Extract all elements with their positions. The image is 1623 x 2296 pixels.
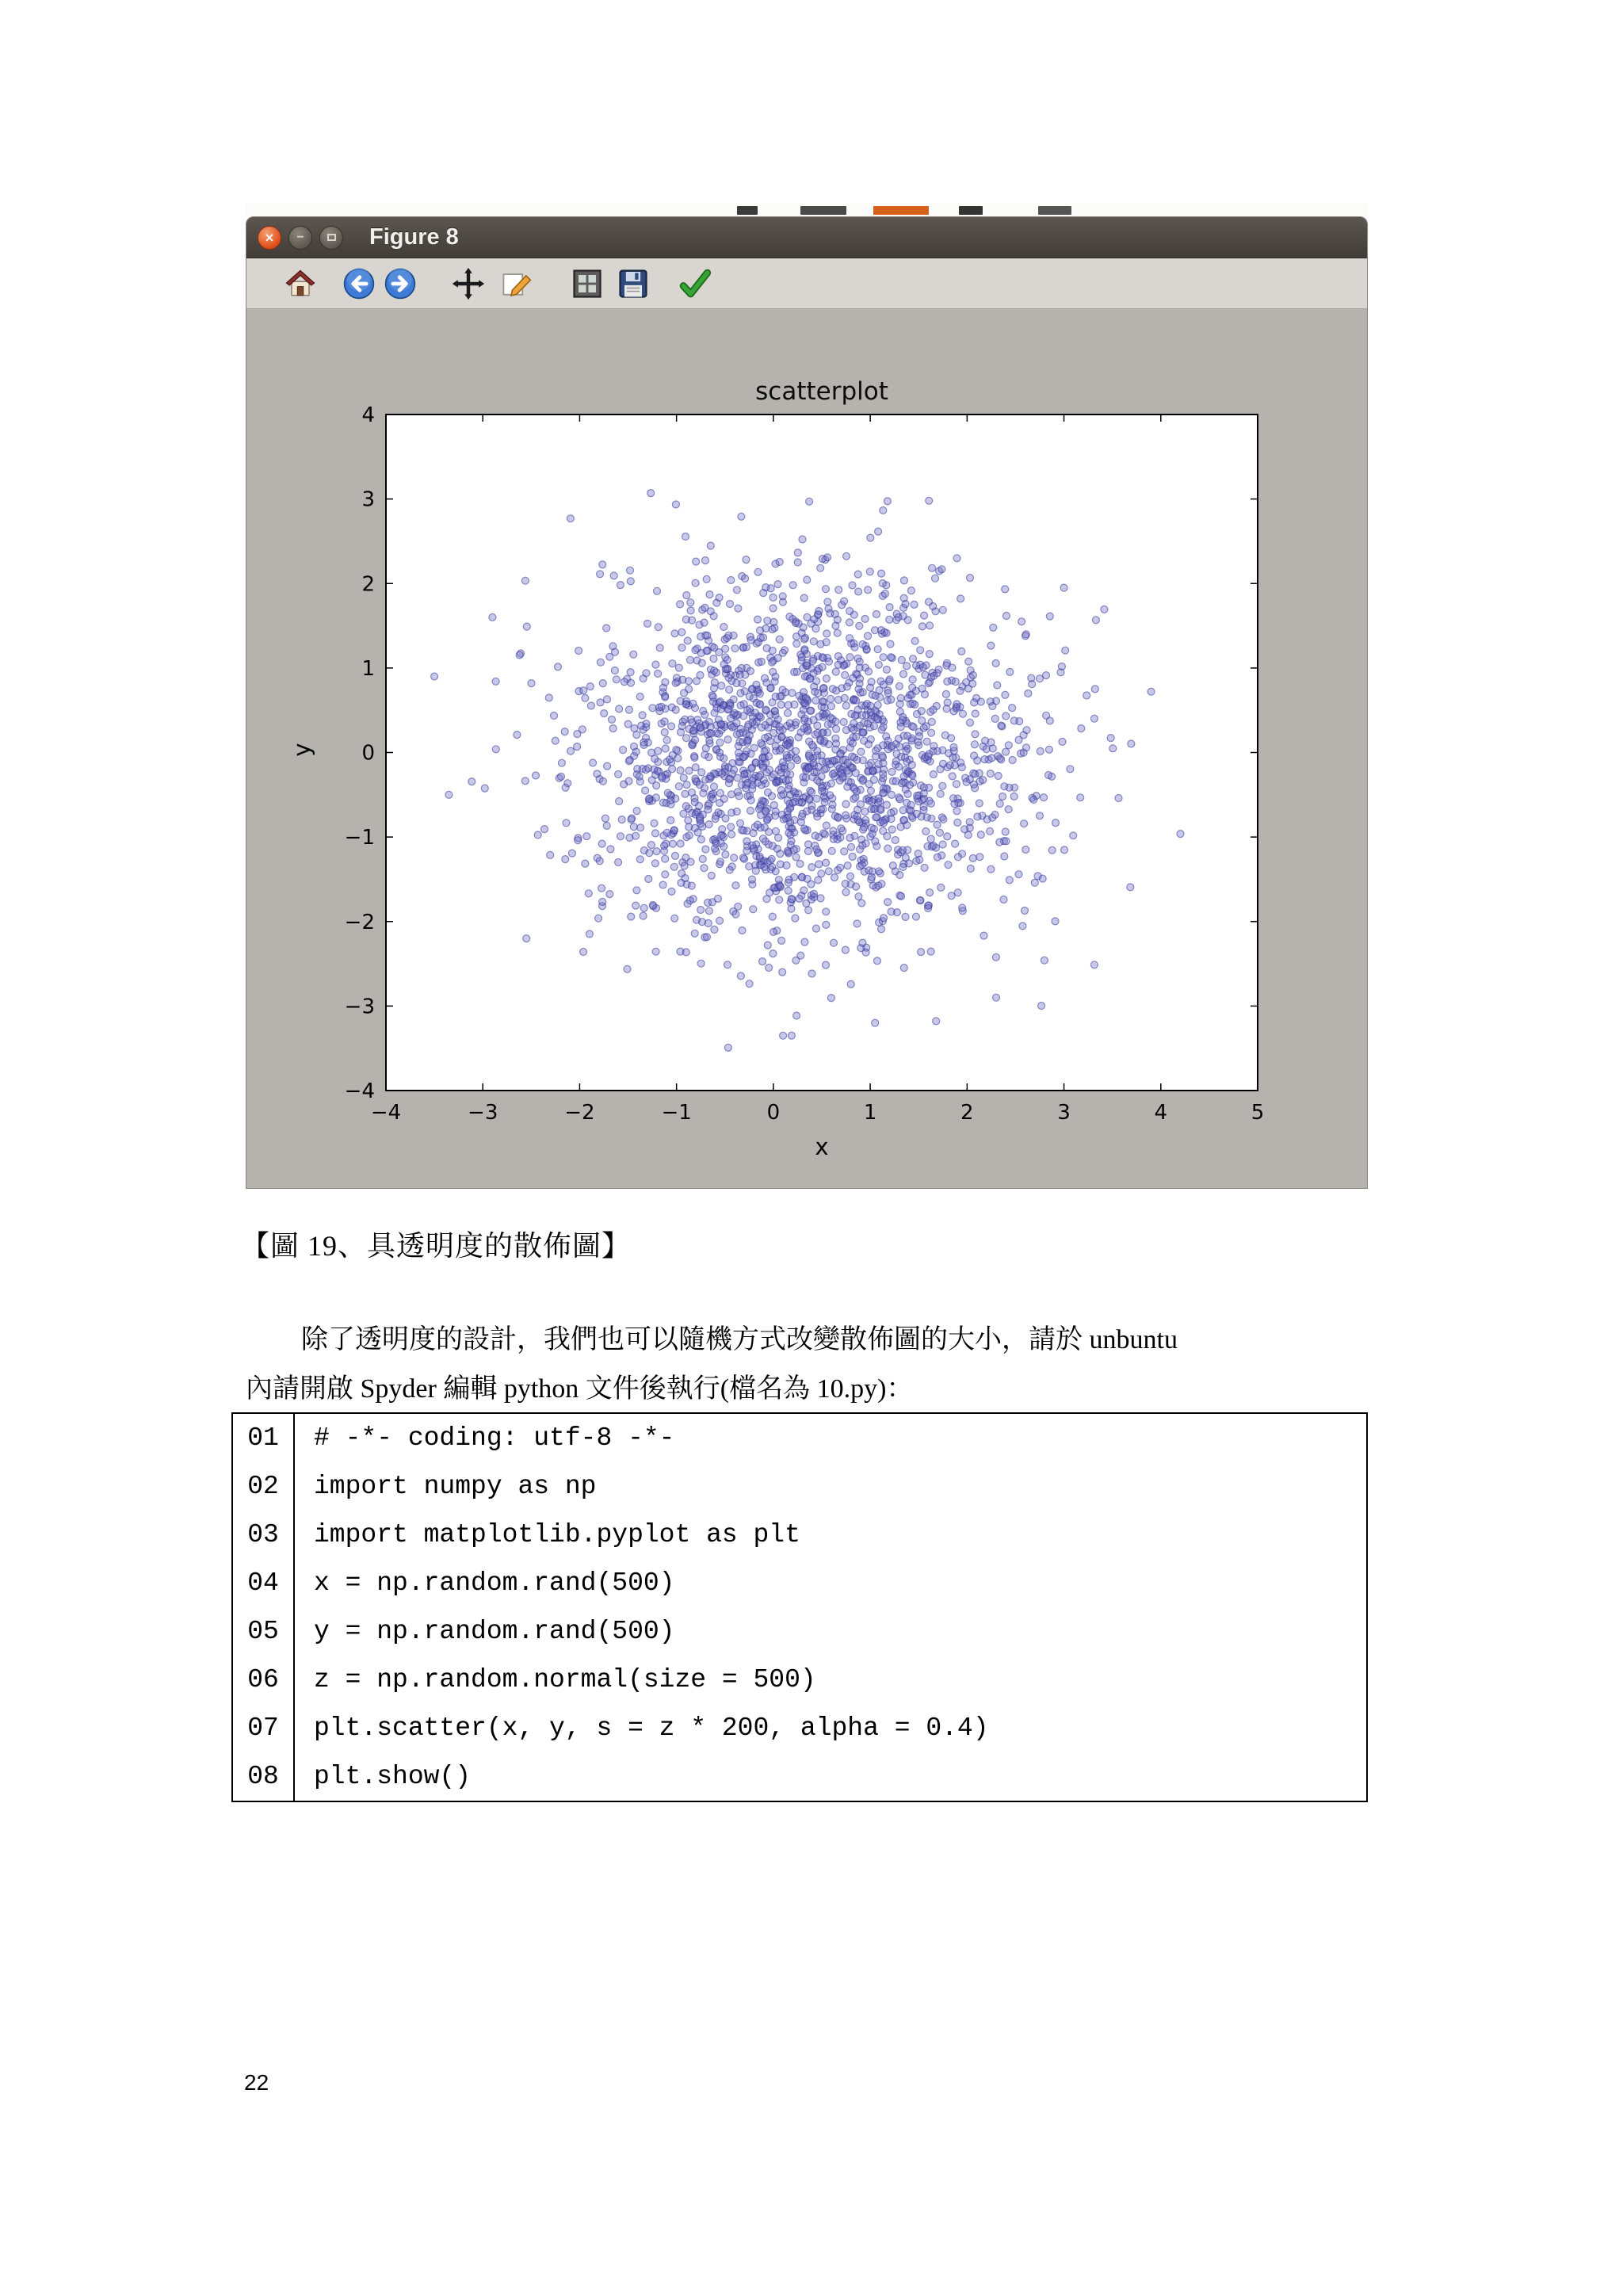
- code-row: [233, 1414, 1366, 1462]
- window-title: Figure 8: [369, 224, 459, 250]
- apply-check-icon: [678, 266, 712, 301]
- cropped-desktop-icon: [737, 206, 758, 215]
- code-line-text: z = np.random.normal(size = 500): [314, 1665, 816, 1694]
- svg-text:3: 3: [361, 487, 375, 512]
- window-minimize-button[interactable]: [288, 226, 312, 250]
- code-line-number: 07: [233, 1704, 295, 1752]
- figure-canvas: [246, 309, 1367, 1189]
- svg-text:1: 1: [361, 656, 375, 681]
- edit-icon: [498, 266, 533, 301]
- code-row: [233, 1511, 1366, 1559]
- close-icon: ×: [265, 229, 274, 246]
- svg-text:0: 0: [766, 1101, 781, 1125]
- svg-text:5: 5: [1251, 1101, 1265, 1125]
- cropped-desktop-strip: [246, 204, 1368, 216]
- svg-text:1: 1: [863, 1101, 877, 1125]
- code-row: [233, 1607, 1366, 1656]
- toolbar-apply-button[interactable]: [676, 265, 714, 303]
- svg-text:0: 0: [361, 741, 375, 766]
- code-row: [233, 1462, 1366, 1511]
- window-titlebar: [246, 217, 1367, 258]
- back-icon: [342, 266, 376, 301]
- svg-text:−3: −3: [468, 1101, 498, 1125]
- page-number: 22: [244, 2070, 269, 2095]
- code-line-text: import numpy as np: [314, 1472, 597, 1501]
- pan-icon: [451, 266, 486, 301]
- window-maximize-button[interactable]: [319, 226, 343, 250]
- code-row: [233, 1559, 1366, 1607]
- forward-icon: [383, 266, 418, 301]
- toolbar-forward-button[interactable]: [381, 265, 419, 303]
- svg-text:−2: −2: [564, 1101, 595, 1125]
- svg-text:2: 2: [960, 1101, 974, 1125]
- cropped-desktop-icon: [800, 206, 846, 215]
- code-line-text: y = np.random.rand(500): [314, 1617, 675, 1646]
- code-line-text: plt.scatter(x, y, s = z * 200, alpha = 0.4): [314, 1713, 989, 1743]
- svg-text:4: 4: [361, 403, 375, 427]
- cropped-desktop-icon: [873, 206, 929, 215]
- plot-title: scatterplot: [755, 377, 888, 406]
- svg-text:−4: −4: [370, 1101, 402, 1125]
- code-line-text: x = np.random.rand(500): [314, 1568, 675, 1598]
- svg-text:−1: −1: [661, 1101, 692, 1125]
- save-icon: [616, 266, 651, 301]
- home-icon: [283, 266, 318, 301]
- cropped-desktop-icon: [1038, 206, 1071, 215]
- toolbar-home-button[interactable]: [281, 265, 319, 303]
- toolbar-pan-button[interactable]: [449, 265, 487, 303]
- code-line-number: 04: [233, 1559, 295, 1607]
- svg-text:3: 3: [1057, 1101, 1071, 1125]
- body-paragraph-line-2: 內請開啟 Spyder 編輯 python 文件後執行(檔名為 10.py)：: [246, 1374, 914, 1404]
- x-axis-label: x: [815, 1133, 829, 1160]
- code-line-number: 06: [233, 1656, 295, 1704]
- maximize-icon: [327, 234, 336, 241]
- window-close-button[interactable]: [258, 226, 281, 250]
- code-row: [233, 1752, 1366, 1801]
- toolbar-edit-button[interactable]: [497, 265, 535, 303]
- svg-text:−1: −1: [344, 826, 375, 850]
- subplots-icon: [570, 266, 605, 301]
- figure-screenshot: [246, 204, 1368, 1189]
- code-line-text: plt.show(): [314, 1762, 472, 1791]
- toolbar-subplots-button[interactable]: [568, 265, 606, 303]
- cropped-desktop-icon: [959, 206, 983, 215]
- body-paragraph-line-1: 除了透明度的設計，我們也可以隨機方式改變散佈圖的大小，請於 unbuntu: [301, 1325, 1178, 1354]
- y-axis-label: y: [288, 743, 315, 757]
- toolbar-save-button[interactable]: [614, 265, 652, 303]
- code-line-text: # -*- coding: utf-8 -*-: [314, 1423, 675, 1453]
- code-line-text: import matplotlib.pyplot as plt: [314, 1520, 800, 1549]
- svg-text:−2: −2: [344, 910, 375, 934]
- matplotlib-window: [246, 216, 1368, 1189]
- code-line-number: 05: [233, 1607, 295, 1656]
- code-line-number: 02: [233, 1462, 295, 1511]
- svg-text:−4: −4: [344, 1079, 375, 1103]
- code-row: [233, 1704, 1366, 1752]
- svg-text:4: 4: [1154, 1101, 1168, 1125]
- code-row: [233, 1656, 1366, 1704]
- minimize-icon: −: [296, 230, 304, 244]
- code-line-number: 01: [233, 1414, 295, 1462]
- figure-caption: 【圖 19、具透明度的散佈圖】: [241, 1230, 632, 1262]
- code-line-number: 08: [233, 1752, 295, 1801]
- plot-toolbar: [246, 258, 1367, 309]
- svg-text:2: 2: [361, 572, 375, 597]
- code-listing-table: [231, 1412, 1368, 1802]
- svg-text:−3: −3: [344, 995, 375, 1019]
- code-line-number: 03: [233, 1511, 295, 1559]
- toolbar-back-button[interactable]: [340, 265, 378, 303]
- scatter-plot: [246, 309, 1368, 1189]
